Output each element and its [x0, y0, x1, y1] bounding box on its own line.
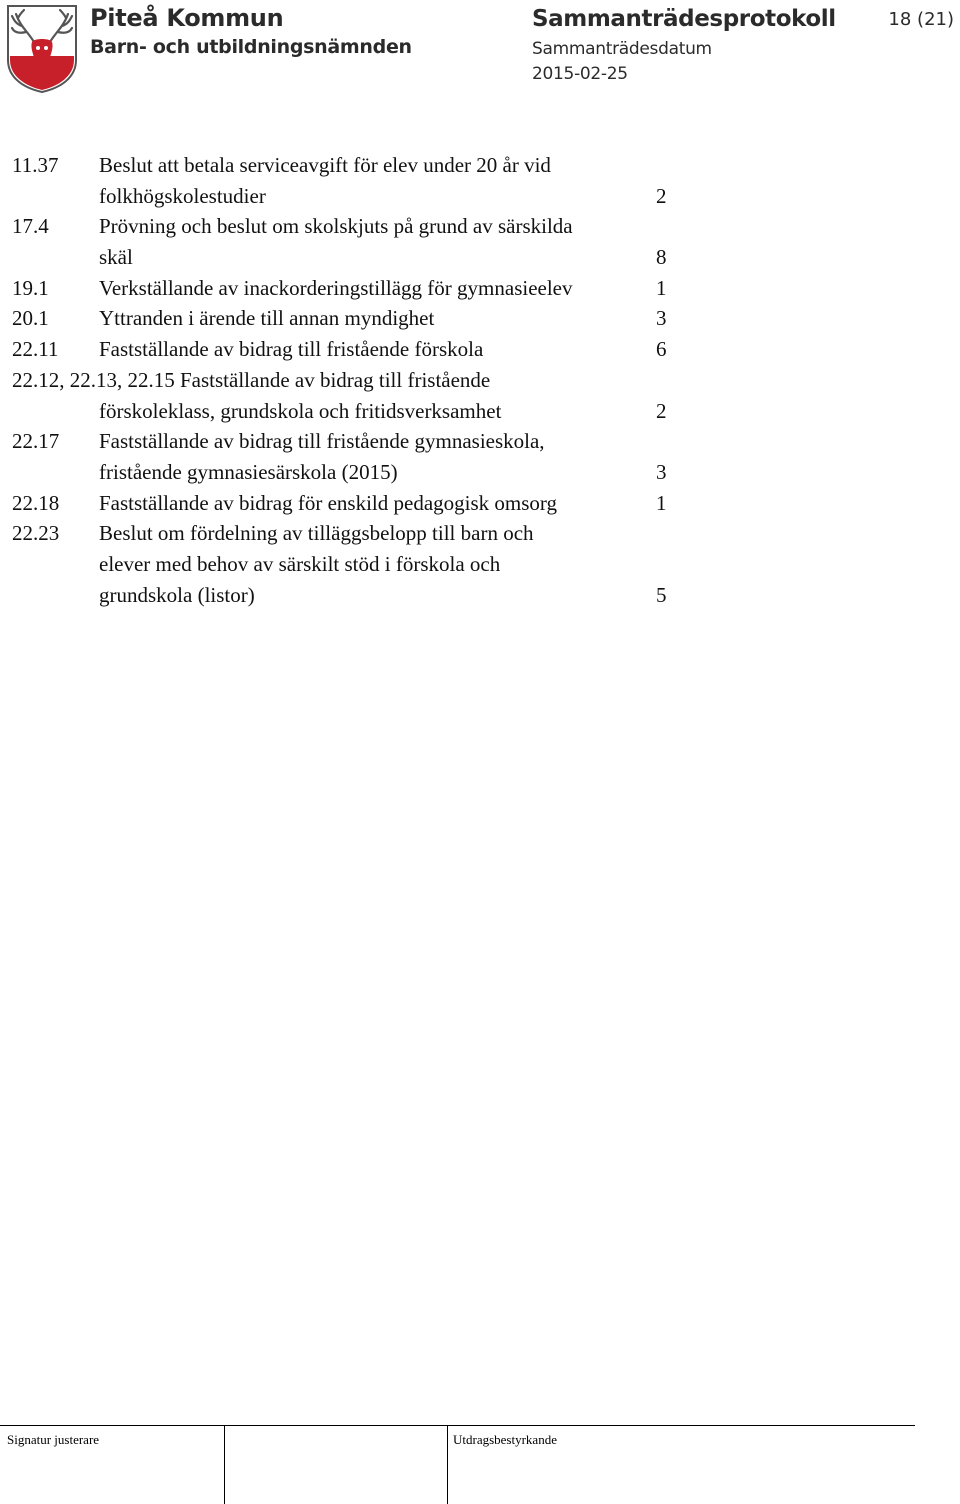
signatur-justerare-label: Signatur justerare [7, 1432, 100, 1447]
list-item-line [12, 365, 672, 396]
paragraph-number [12, 457, 99, 488]
meeting-date-value: 2015-02-25 [532, 64, 628, 84]
attachment-count: 2 [656, 183, 667, 208]
attachment-count: 5 [656, 582, 667, 607]
paragraph-number: 22.23 [12, 521, 60, 546]
list-item-line [12, 488, 672, 519]
list-item-line [12, 303, 672, 334]
item-text: Fastställande av bidrag för enskild pedagogisk omsorg [99, 490, 558, 515]
list-item-line [12, 150, 672, 181]
list-item-line [12, 518, 672, 549]
attachment-count [656, 518, 672, 549]
attachment-count [656, 211, 672, 242]
list-item-line [12, 211, 672, 242]
signature-footer [0, 1425, 915, 1504]
list-item-line [12, 334, 672, 365]
list-item [12, 303, 672, 334]
item-text: Verkställande av inackorderingstillägg för gymnasieelev [99, 275, 573, 300]
attachment-count: 1 [656, 490, 667, 515]
list-item-line [12, 396, 672, 427]
list-item [12, 273, 672, 304]
list-item [12, 150, 672, 211]
attachment-count: 3 [656, 306, 667, 331]
item-text: Beslut att betala serviceavgift för elev under 20 år vid [99, 153, 551, 177]
utdragsbestyrkande-label: Utdragsbestyrkande [453, 1432, 557, 1447]
attachment-count: 1 [656, 275, 667, 300]
list-item [12, 365, 672, 426]
item-text: fristående gymnasiesärskola (2015) [99, 459, 398, 484]
reindeer-coat-of-arms-icon [4, 2, 80, 94]
paragraph-number: 22.12, 22.13, 22.15 Fastställande av bidrag till fristående [12, 367, 491, 392]
paragraph-number: 17.4 [12, 214, 49, 239]
paragraph-number: 11.37 [12, 153, 59, 177]
paragraph-number [12, 242, 99, 273]
paragraph-number: 19.1 [12, 275, 49, 300]
list-item [12, 334, 672, 365]
list-item [12, 426, 672, 487]
paragraph-number: 22.18 [12, 490, 60, 515]
item-text: Prövning och beslut om skolskjuts på grund av särskilda [99, 214, 573, 239]
list-item [12, 211, 672, 272]
list-item-line [12, 580, 672, 611]
attachment-count: 8 [656, 245, 667, 270]
item-text: Yttranden i ärende till annan myndighet [99, 306, 435, 331]
attachment-count: 6 [656, 337, 667, 362]
decision-list [12, 150, 672, 610]
attachment-count: 3 [656, 459, 667, 484]
item-text: elever med behov av särskilt stöd i förskola och [99, 551, 501, 576]
attachment-count: 2 [656, 398, 667, 423]
document-title: Sammanträdesprotokoll [532, 6, 836, 32]
paragraph-number [12, 549, 99, 580]
list-item-line [12, 242, 672, 273]
paragraph-number [12, 396, 99, 427]
item-text: Fastställande av bidrag till fristående förskola [99, 337, 484, 362]
attachment-count [656, 549, 672, 580]
committee-name: Barn- och utbildningsnämnden [90, 36, 412, 58]
attachment-count [656, 365, 672, 396]
list-item-line [12, 426, 672, 457]
item-text: Fastställande av bidrag till fristående gymnasieskola, [99, 429, 545, 454]
list-item [12, 488, 672, 519]
list-item-line [12, 549, 672, 580]
item-text: grundskola (listor) [99, 582, 255, 607]
page-number: 18 (21) [888, 9, 954, 30]
footer-divider [224, 1426, 225, 1504]
item-text: förskoleklass, grundskola och fritidsverksamhet [99, 398, 502, 423]
item-text: folkhögskolestudier [99, 183, 266, 208]
item-text: skäl [99, 245, 133, 270]
paragraph-number [12, 580, 99, 611]
item-text: Beslut om fördelning av tilläggsbelopp till barn och [99, 521, 534, 546]
list-item-line [12, 457, 672, 488]
list-item-line [12, 181, 672, 212]
meeting-date-label: Sammanträdesdatum [532, 39, 712, 59]
attachment-count [656, 426, 672, 457]
footer-divider [447, 1426, 448, 1504]
paragraph-number: 22.17 [12, 429, 60, 454]
list-item-line [12, 273, 672, 304]
organization-name: Piteå Kommun [90, 4, 284, 32]
paragraph-number: 20.1 [12, 306, 49, 331]
paragraph-number [12, 181, 99, 212]
list-item [12, 518, 672, 610]
document-header [0, 0, 960, 110]
paragraph-number: 22.11 [12, 337, 59, 362]
attachment-count [656, 150, 672, 181]
